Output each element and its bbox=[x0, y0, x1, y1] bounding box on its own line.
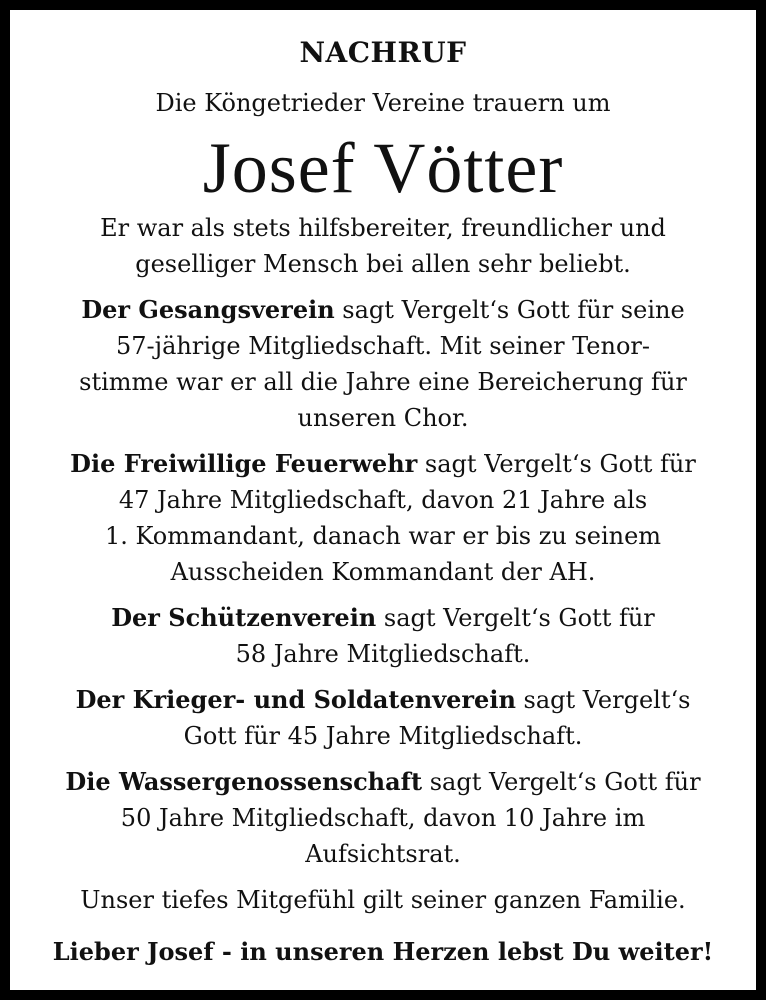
tribute-line: 47 Jahre Mitgliedschaft, davon 21 Jahre als bbox=[118, 486, 648, 514]
tribute-line: unseren Chor. bbox=[297, 404, 469, 432]
tribute-line bbox=[18, 600, 748, 636]
tribute-line: 57-jährige Mitgliedschaft. Mit seiner Tenor- bbox=[116, 332, 650, 360]
deceased-name: Josef Vötter bbox=[202, 128, 564, 208]
obituary-content bbox=[18, 36, 748, 970]
tribute-gesangsverein bbox=[18, 292, 748, 436]
tribute-line: 58 Jahre Mitgliedschaft. bbox=[235, 640, 531, 668]
tribute-feuerwehr bbox=[18, 446, 748, 590]
tribute-line bbox=[18, 682, 748, 718]
characterization-line: geselliger Mensch bei allen sehr beliebt. bbox=[135, 250, 631, 278]
tribute-organization: Der Gesangsverein bbox=[81, 295, 335, 324]
tribute-schuetzenverein bbox=[18, 600, 748, 672]
tribute-line: Ausscheiden Kommandant der AH. bbox=[170, 558, 596, 586]
tribute-line bbox=[18, 446, 748, 482]
tribute-line bbox=[18, 292, 748, 328]
farewell-text: Lieber Josef - in unseren Herzen lebst Du weiter! bbox=[52, 937, 714, 966]
characterization-paragraph bbox=[18, 210, 748, 282]
tribute-organization: Der Schützenverein bbox=[111, 603, 377, 632]
condolence-text: Unser tiefes Mitgefühl gilt seiner ganzen Familie. bbox=[80, 886, 686, 914]
tribute-line: 1. Kommandant, danach war er bis zu seinem bbox=[104, 522, 662, 550]
tribute-text: sagt Vergelt‘s Gott für seine bbox=[334, 296, 685, 324]
tribute-line: Gott für 45 Jahre Mitgliedschaft. bbox=[183, 722, 583, 750]
tribute-organization: Die Wassergenossenschaft bbox=[65, 767, 423, 796]
tribute-text: sagt Vergelt‘s Gott für bbox=[417, 450, 696, 478]
tribute-text: sagt Vergelt‘s Gott für bbox=[422, 768, 701, 796]
obituary-intro: Die Köngetrieder Vereine trauern um bbox=[155, 89, 611, 117]
tribute-organization: Der Krieger- und Soldatenverein bbox=[75, 685, 516, 714]
tribute-line: 50 Jahre Mitgliedschaft, davon 10 Jahre im bbox=[120, 804, 646, 832]
tribute-text: sagt Vergelt‘s Gott für bbox=[376, 604, 655, 632]
tribute-line: stimme war er all die Jahre eine Bereicherung für bbox=[79, 368, 687, 396]
tribute-text: sagt Vergelt‘s bbox=[515, 686, 691, 714]
obituary-heading: NACHRUF bbox=[299, 36, 467, 69]
characterization-line: Er war als stets hilfsbereiter, freundlicher und bbox=[100, 214, 666, 242]
tribute-line: Aufsichtsrat. bbox=[305, 840, 461, 868]
tribute-organization: Die Freiwillige Feuerwehr bbox=[70, 449, 418, 478]
tribute-wassergenossenschaft bbox=[18, 764, 748, 872]
tribute-line bbox=[18, 764, 748, 800]
tribute-soldatenverein bbox=[18, 682, 748, 754]
